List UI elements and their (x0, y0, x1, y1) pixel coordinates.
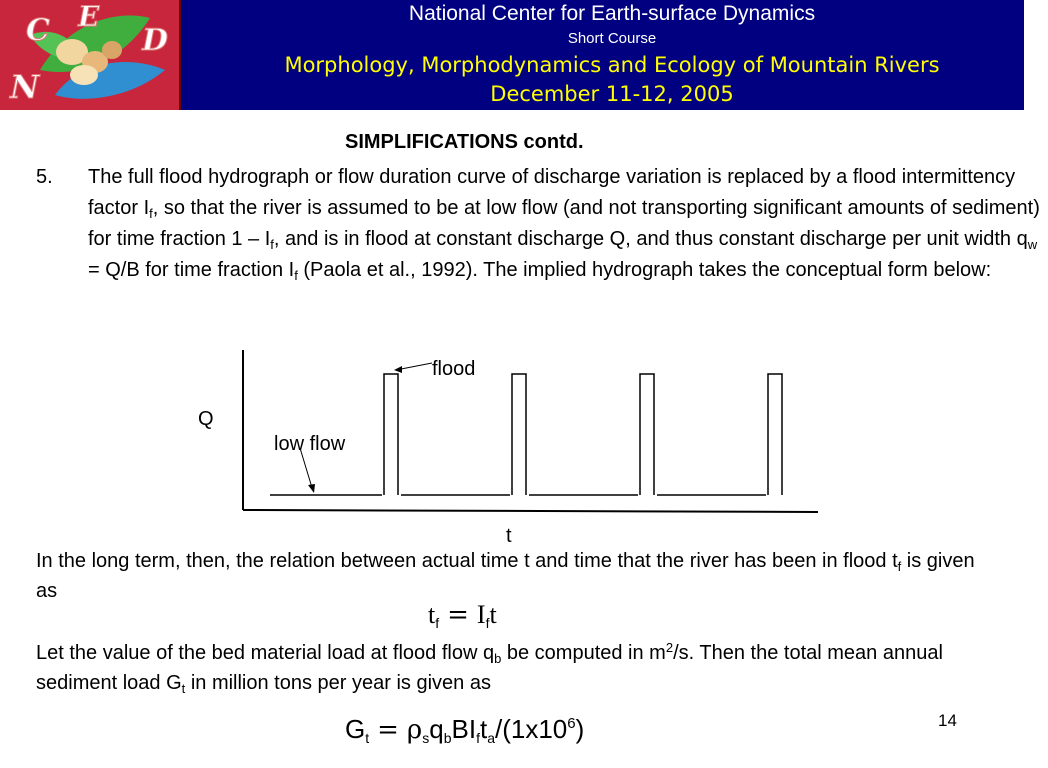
paragraph-text: in million tons per year is given as (185, 672, 491, 694)
pebble-shape (102, 41, 122, 59)
eq-subscript: f (435, 615, 440, 631)
subscript: f (897, 559, 902, 574)
x-axis (243, 510, 818, 512)
subscript: f (149, 206, 153, 221)
subscript: f (294, 268, 298, 283)
low-flow-label: low flow (274, 433, 346, 455)
header-course-type: Short Course (567, 30, 657, 47)
item-text: = Q/B for time fraction I (88, 259, 295, 281)
header-course-title: Morphology, Morphodynamics and Ecology of Mountain Rivers (284, 53, 940, 77)
eq-symbol: ) (575, 714, 585, 744)
list-item-number: 5. (36, 166, 53, 188)
eq-symbol: /(1x10 (494, 714, 568, 744)
equation-annual-load (345, 714, 584, 745)
logo-letter: C (26, 13, 50, 48)
equation-flood-time (428, 600, 497, 630)
paragraph-text: Let the value of the bed material load at flood flow q (36, 642, 495, 664)
eq-relation: = (447, 600, 469, 630)
eq-symbol: ρ (406, 715, 423, 745)
paragraph-long-term (36, 546, 996, 606)
pebble-shape (70, 65, 98, 85)
list-item-5 (36, 162, 1048, 286)
flood-pulse (384, 374, 398, 495)
eq-symbol: G (345, 714, 366, 744)
flood-pointer-arrowhead (394, 366, 402, 373)
header-organization: National Center for Earth-surface Dynamics (408, 2, 816, 25)
eq-symbol: t (479, 714, 488, 744)
item-text: The full flood hydrograph or flow duration curve of discharge variation is replaced by a flood intermittency factor I (88, 166, 1016, 219)
flood-pulse (512, 374, 526, 495)
x-axis-label: t (506, 525, 512, 547)
hydrograph-pulses (270, 374, 782, 495)
flood-label: flood (432, 358, 476, 380)
item-text: , so that the river is assumed to be at low flow (and not transporting significant amounts of sediment) for time fraction 1 – I (88, 197, 1040, 250)
slide-header (0, 0, 1024, 110)
eq-subscript: s (422, 730, 430, 746)
ced-logo-icon (0, 0, 181, 110)
flood-pulse (768, 374, 782, 495)
eq-subscript: a (487, 730, 495, 746)
eq-superscript: 6 (567, 715, 576, 732)
eq-subscript: t (365, 730, 370, 746)
slide-title: SIMPLIFICATIONS contd. (345, 131, 584, 153)
y-axis-label: Q (198, 408, 214, 430)
eq-symbol: t (489, 600, 497, 629)
eq-symbol: t (428, 600, 436, 629)
eq-symbol: q (429, 714, 444, 744)
hydrograph-diagram (180, 345, 840, 545)
eq-relation: = (377, 715, 399, 745)
logo-letter: E (78, 0, 100, 33)
paragraph-text: is given as (36, 550, 975, 602)
eq-symbol: BI (451, 714, 477, 744)
page-number: 14 (938, 711, 957, 730)
item-text: , and is in flood at constant discharge Q, and thus constant discharge per unit width q (273, 228, 1028, 250)
flood-pulse (640, 374, 654, 495)
logo-letter: N (10, 68, 40, 106)
subscript: w (1027, 237, 1038, 252)
item-text: (Paola et al., 1992). The implied hydrograph takes the conceptual form below: (297, 259, 992, 281)
eq-subscript: f (476, 730, 480, 746)
subscript: b (494, 651, 502, 666)
low-flow-pointer-arrowhead (308, 484, 315, 493)
header-date: December 11-12, 2005 (490, 82, 734, 106)
paragraph-sediment-load (36, 638, 996, 698)
nced-logo (0, 0, 181, 110)
eq-subscript: f (485, 615, 490, 631)
paragraph-text: be computed in m (501, 642, 666, 664)
eq-subscript: b (443, 730, 452, 746)
paragraph-text: /s. Then the total mean annual sediment load G (36, 642, 943, 694)
subscript: t (181, 681, 186, 696)
logo-letter: D (142, 23, 169, 58)
superscript: 2 (665, 640, 674, 655)
paragraph-text: In the long term, then, the relation between actual time t and time that the river has been in flood t (36, 550, 898, 572)
eq-symbol: I (476, 600, 486, 629)
subscript: f (270, 237, 274, 252)
